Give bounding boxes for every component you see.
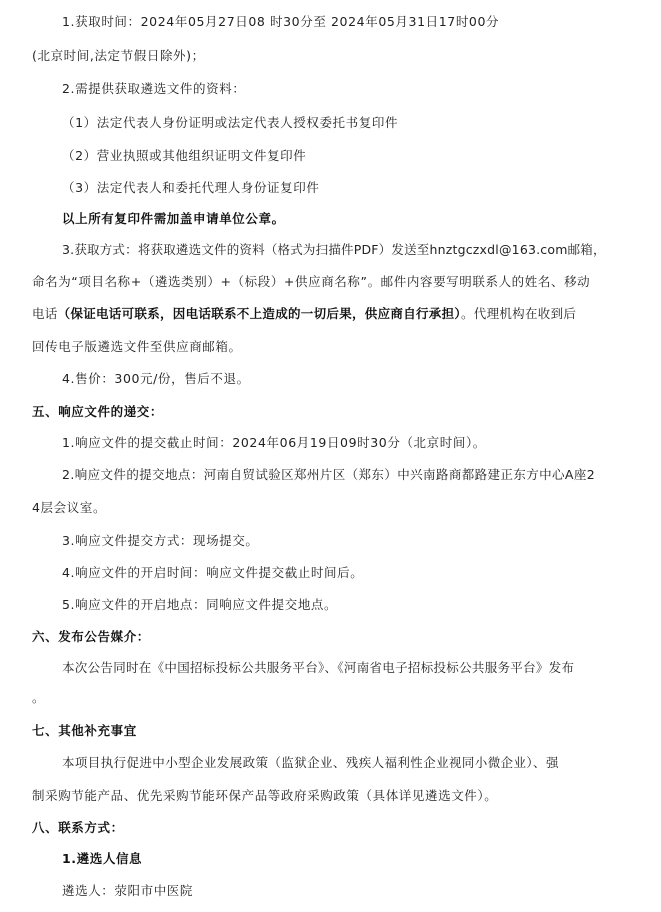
text-line: 本项目执行促进中小型企业发展政策（监狱企业、残疾人福利性企业视同小微企业）、强 [62, 755, 559, 770]
text-line: 回传电子版遴选文件至供应商邮箱。 [32, 339, 242, 354]
section-heading: 六、发布公告媒介： [32, 629, 150, 644]
text-line: 1.获取时间：2024年05月27日08 时30分至 2024年05月31日17时00分 [62, 14, 500, 29]
text-line: 5.响应文件的开启地点：同响应文件提交地点。 [62, 597, 338, 612]
text-line [32, 306, 576, 322]
section-heading: 八、联系方式： [32, 820, 124, 835]
text-line: （3）法定代表人和委托代理人身份证复印件 [62, 180, 320, 195]
text-line: 3.获取方式：将获取遴选文件的资料（格式为扫描件PDF）发送至hnztgczxdl@163.com邮箱， [62, 242, 606, 257]
text-line: 1.响应文件的提交截止时间：2024年06月19日09时30分（北京时间）。 [62, 435, 486, 450]
text-line: 4.售价：300元/份，售后不退。 [62, 371, 250, 386]
text-fragment: 电话 [32, 306, 58, 321]
section-heading: 五、响应文件的递交： [32, 404, 164, 419]
text-line: 4.响应文件的开启时间：响应文件提交截止时间后。 [62, 565, 364, 580]
subsection-heading: 1.遴选人信息 [62, 851, 143, 866]
notice-bold: 以上所有复印件需加盖申请单位公章。 [62, 211, 285, 226]
phone-warning-bold: （保证电话可联系，因电话联系不上造成的一切后果，供应商自行承担） [57, 306, 461, 321]
text-line: （1）法定代表人身份证明或法定代表人授权委托书复印件 [62, 115, 399, 130]
text-line: （2）营业执照或其他组织证明文件复印件 [62, 148, 307, 163]
section-heading: 七、其他补充事宜 [32, 723, 137, 738]
text-line: 本次公告同时在《中国招标投标公共服务平台》、《河南省电子招标投标公共服务平台》发布 [62, 660, 575, 675]
text-line: 遴选人：荥阳市中医院 [62, 883, 194, 898]
text-line: 2.响应文件的提交地点：河南自贸试验区郑州片区（郑东）中兴南路商都路建正东方中心A座2 [62, 467, 596, 482]
text-fragment: 。代理机构在收到后 [460, 306, 577, 321]
text-line: (北京时间,法定节假日除外)； [32, 48, 205, 63]
text-line: 2.需提供获取遴选文件的资料： [62, 81, 246, 96]
text-line: 制采购节能产品、优先采购节能环保产品等政府采购政策（具体详见遴选文件）。 [32, 788, 498, 803]
text-line: 命名为“项目名称+（遴选类别）+（标段）+供应商名称”。邮件内容要写明联系人的姓名、移动 [32, 274, 591, 289]
text-line: 4层会议室。 [32, 500, 107, 515]
text-line: 。 [32, 690, 46, 705]
text-line: 3.响应文件提交方式：现场提交。 [62, 533, 259, 548]
